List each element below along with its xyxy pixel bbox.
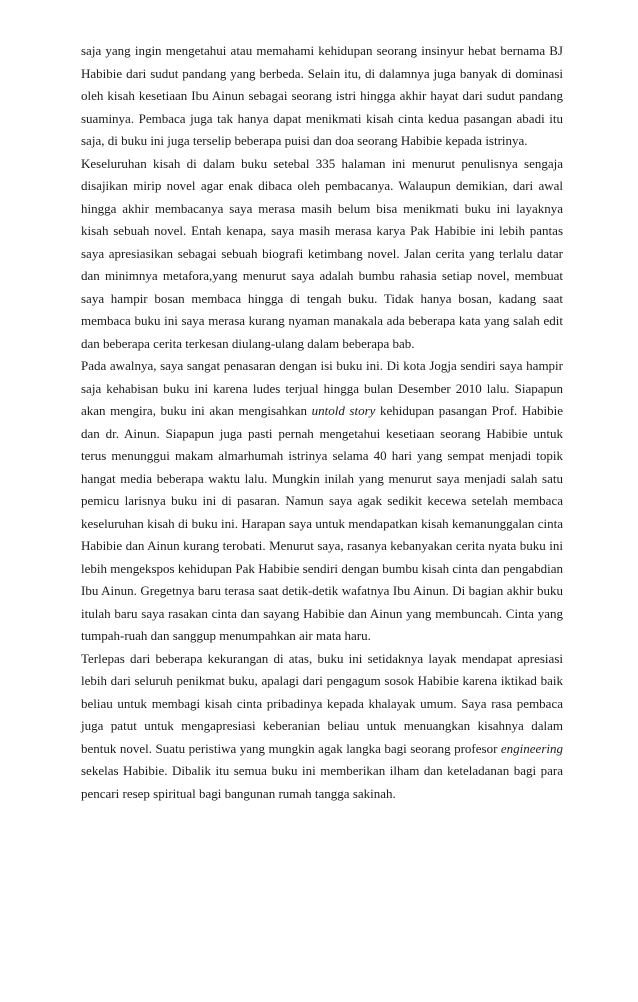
paragraph-2-text: Keseluruhan kisah di dalam buku setebal 335 halaman ini menurut penulisnya sengaja disajikan mirip novel agar enak dibaca oleh pembacanya. Walaupun demikian, dari awal hingga akhir membacanya saya merasa masih belum bisa menikmati buku ini layaknya kisah sebuah novel. Entah kenapa, saya masih merasa karya Pak Habibie ini lebih pantas saya apresiasikan sebagai sebuah biografi ketimbang novel. Jalan cerita yang terlalu datar dan minimnya metafora,yang menurut saya adalah bumbu rahasia setiap novel, membuat saya hampir bosan membaca hingga di tengah buku. Tidak hanya bosan, kadang saat membaca buku ini saya merasa kurang nyaman manakala ada beberapa kata yang salah edit dan beberapa cerita terkesan diulang-ulang dalam beberapa bab. [81, 155, 563, 351]
paragraph-4-text-a: Terlepas dari beberapa kekurangan di atas, buku ini setidaknya layak mendapat apresiasi lebih dari seluruh penikmat buku, apalagi dari pengagum sosok Habibie karena iktikad baik beliau untuk membagi kisah cinta pribadinya kepada khalayak umum. Saya rasa pembaca juga patut untuk mengapresiasi keberanian beliau untuk menuangkan kisahnya dalam bentuk novel. Suatu peristiwa yang mungkin agak langka bagi seorang profesor [81, 650, 563, 756]
paragraph-3 [81, 355, 563, 648]
document-page [81, 40, 563, 805]
paragraph-4-text-b: sekelas Habibie. Dibalik itu semua buku ini memberikan ilham dan keteladanan bagi para pencari resep spiritual bagi bangunan rumah tangga sakinah. [81, 763, 563, 801]
paragraph-3-text-a: Pada awalnya, saya sangat penasaran dengan isi buku ini. Di kota Jogja sendiri saya hampir saja kehabisan buku ini karena ludes terjual hingga bulan Desember 2010 lalu. Siapapun akan mengira, buku ini akan mengisahkan [81, 358, 563, 418]
paragraph-3-text-b: kehidupan pasangan Prof. Habibie dan dr. Ainun. Siapapun juga pasti pernah mengetahui kesetiaan seorang Habibie untuk terus menunggui makam almarhumah istrinya selama 40 hari yang sempat menjadi topik hangat media beberapa waktu lalu. Mungkin inilah yang menurut saya menjadi salah satu pemicu larisnya buku ini di pasaran. Namun saya agak sedikit kecewa setelah membaca keseluruhan kisah di buku ini. Harapan saya untuk mendapatkan kisah kemanunggalan cinta Habibie dan Ainun kurang terobati. Menurut saya, rasanya kebanyakan cerita nyata buku ini lebih mengekspos kehidupan Pak Habibie sendiri dengan bumbu kisah cinta dan pengabdian Ibu Ainun. Gregetnya baru terasa saat detik-detik wafatnya Ibu Ainun. Di bagian akhir buku itulah baru saya rasakan cinta dan sayang Habibie dan Ainun yang membuncah. Cinta yang tumpah-ruah dan sanggup menumpahkan air mata haru. [81, 403, 563, 643]
paragraph-4-italic-engineering: engineering [500, 740, 563, 756]
paragraph-1-text: saja yang ingin mengetahui atau memahami kehidupan seorang insinyur hebat bernama BJ Habibie dari sudut pandang yang berbeda. Selain itu, di dalamnya juga banyak di dominasi oleh kisah kesetiaan Ibu Ainun sebagai seorang istri hingga akhir hayat dari sudut pandang suaminya. Pembaca juga tak hanya dapat menikmati kisah cinta kedua pasangan abadi itu saja, di buku ini juga terselip beberapa puisi dan doa seorang Habibie kepada istrinya. [81, 43, 563, 148]
paragraph-4 [81, 648, 563, 806]
paragraph-2 [81, 153, 563, 356]
paragraph-3-italic-untold-story: untold story [311, 403, 376, 418]
paragraph-1 [81, 40, 563, 153]
